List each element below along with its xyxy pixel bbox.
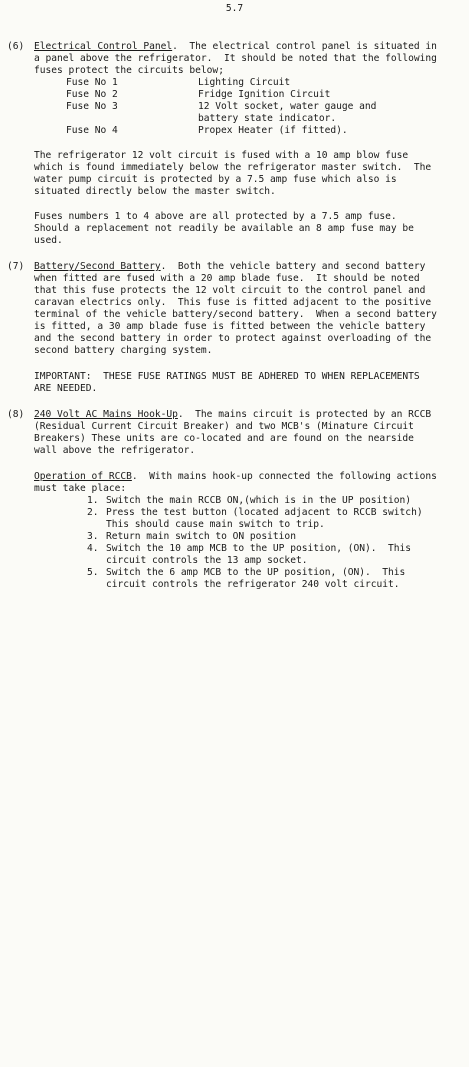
- step-number: 4.: [87, 543, 99, 554]
- paragraph-line: which is found immediately below the refrigerator master switch. The: [34, 162, 432, 173]
- section-electrical-control-panel: [0, 41, 469, 418]
- section-line: wall above the refrigerator.: [34, 445, 196, 456]
- fuse-name: Fuse No 3: [66, 101, 118, 112]
- step-text: circuit controls the refrigerator 240 volt circuit.: [106, 579, 400, 590]
- step-text: This should cause main switch to trip.: [106, 519, 325, 530]
- section-number: (8): [7, 409, 25, 420]
- section-line: 240 Volt AC Mains Hook-Up. The mains circuit is protected by an RCCB: [34, 409, 432, 420]
- step-text: circuit controls the 13 amp socket.: [106, 555, 308, 566]
- step-number: 1.: [87, 495, 99, 506]
- section-line: fuses protect the circuits below;: [34, 65, 224, 76]
- fuse-circuit: Propex Heater (if fitted).: [198, 125, 348, 136]
- fuse-circuit: Lighting Circuit: [198, 77, 291, 88]
- paragraph-line: Fuses numbers 1 to 4 above are all protected by a 7.5 amp fuse.: [34, 211, 397, 222]
- sub-section-line: Operation of RCCB. With mains hook-up connected the following actions: [34, 471, 437, 482]
- step-text: Switch the main RCCB ON,(which is in the UP position): [106, 495, 412, 506]
- section-line: Electrical Control Panel. The electrical control panel is situated in: [34, 41, 437, 52]
- paragraph-line: situated directly below the master switch.: [34, 186, 276, 197]
- section-line: caravan electrics only. This fuse is fitted adjacent to the positive: [34, 297, 432, 308]
- paragraph-line: Should a replacement not readily be available an 8 amp fuse may be: [34, 223, 414, 234]
- section-heading: Electrical Control Panel: [34, 41, 173, 52]
- section-number: (7): [7, 261, 25, 272]
- section-number: (6): [7, 41, 25, 52]
- fuse-name: Fuse No 2: [66, 89, 118, 100]
- step-text: Switch the 10 amp MCB to the UP position, (ON). This: [106, 543, 412, 554]
- sub-section-line: must take place:: [34, 483, 127, 494]
- section-mains-hookup: [0, 409, 469, 1043]
- step-text: Switch the 6 amp MCB to the UP position, (ON). This: [106, 567, 406, 578]
- step-number: 5.: [87, 567, 99, 578]
- section-line: a panel above the refrigerator. It should be noted that the following: [34, 53, 437, 64]
- section-line: and the second battery in order to protect against overloading of the: [34, 333, 432, 344]
- step-text: Return main switch to ON position: [106, 531, 296, 542]
- sub-heading: Operation of RCCB: [34, 471, 132, 482]
- steps-list: [0, 495, 469, 1020]
- section-line: (Residual Current Circuit Breaker) and two MCB's (Minature Circuit: [34, 421, 414, 432]
- step-number: 3.: [87, 531, 99, 542]
- fuse-name: Fuse No 1: [66, 77, 118, 88]
- section-line: Battery/Second Battery. Both the vehicle battery and second battery: [34, 261, 426, 272]
- important-note: IMPORTANT: THESE FUSE RATINGS MUST BE ADHERED TO WHEN REPLACEMENTS: [34, 371, 420, 382]
- fuse-circuit: battery state indicator.: [198, 113, 337, 124]
- section-line: that this fuse protects the 12 volt circuit to the control panel and: [34, 285, 426, 296]
- fuse-circuit: 12 Volt socket, water gauge and: [198, 101, 377, 112]
- important-note: ARE NEEDED.: [34, 383, 98, 394]
- section-heading: 240 Volt AC Mains Hook-Up: [34, 409, 178, 420]
- section-heading: Battery/Second Battery: [34, 261, 161, 272]
- section-line: terminal of the vehicle battery/second battery. When a second battery: [34, 309, 437, 320]
- step-number: 2.: [87, 507, 99, 518]
- page-number: 5.7: [225, 3, 244, 14]
- step-text: Press the test button (located adjacent to RCCB switch): [106, 507, 423, 518]
- section-line: when fitted are fused with a 20 amp blade fuse. It should be noted: [34, 273, 420, 284]
- paragraph-line: The refrigerator 12 volt circuit is fused with a 10 amp blow fuse: [34, 150, 409, 161]
- section-line: is fitted, a 30 amp blade fuse is fitted between the vehicle battery: [34, 321, 426, 332]
- paragraph-line: water pump circuit is protected by a 7.5 amp fuse which also is: [34, 174, 397, 185]
- section-line: second battery charging system.: [34, 345, 213, 356]
- fuse-circuit: Fridge Ignition Circuit: [198, 89, 331, 100]
- paragraph-line: used.: [34, 235, 63, 246]
- section-line: Breakers) These units are co-located and are found on the nearside: [34, 433, 414, 444]
- fuse-name: Fuse No 4: [66, 125, 118, 136]
